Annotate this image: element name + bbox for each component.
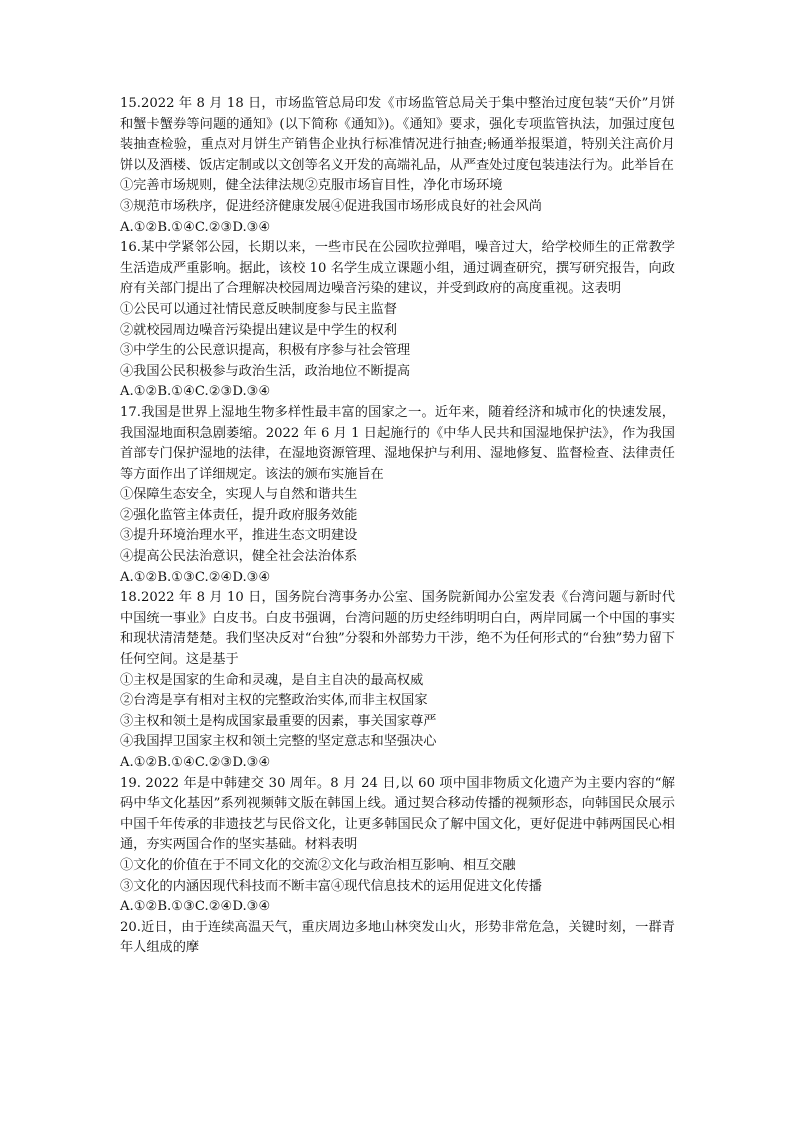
- answer-choices: A.①②B.①④C.②③D.③④: [120, 384, 271, 400]
- option-line: ③提升环境治理水平，推进生态文明建设: [120, 528, 358, 544]
- option-line: ①文化的价值在于不同文化的交流②文化与政治相互影响、相互交融: [120, 857, 516, 873]
- option-line: ①主权是国家的生命和灵魂，是自主自决的最高权威: [120, 672, 424, 688]
- option-line: ③主权和领土是构成国家最重要的因素，事关国家尊严: [120, 713, 437, 729]
- question-17: [120, 403, 675, 588]
- answer-choices: A.①②B.①④C.②③D.③④: [120, 755, 271, 770]
- option-line: ④我国公民积极参与政治生活，政治地位不断提高: [120, 363, 411, 379]
- answer-choices: A.①②B.①③C.②④D.③④: [120, 569, 271, 585]
- question-stem: 16.某中学紧邻公园，长期以来，一些市民在公园吹拉弹唱，噪音过大，给学校师生的正常教学生活造成严重影响。据此，该校 10 名学生成立课题小组，通过调查研究，撰写研究报告，向政府有关部门提出了合理解决校园周边噪音污染的建议，并受到政府的高度重视。这表明: [120, 240, 675, 297]
- question-stem: 20.近日，由于连续高温天气，重庆周边多地山林突发山火，形势非常危急，关键时刻，一群青年人组成的摩: [120, 919, 675, 956]
- question-16: [120, 238, 675, 403]
- option-line: ④提高公民法治意识，健全社会法治体系: [120, 549, 358, 565]
- option-line: ②台湾是享有相对主权的完整政治实体,而非主权国家: [120, 693, 428, 709]
- question-stem: 19. 2022 年是中韩建交 30 周年。8 月 24 日,以 60 项中国非物质文化遗产为主要内容的“解码中华文化基因”系列视频韩文版在韩国上线。通过契合移动传播的视频形态，向韩国民众展示中国千年传承的非遗技艺与民俗文化，让更多韩国民众了解中国文化，更好促进中韩两国民心相通，夯实两国合作的坚实基础。材料表明: [120, 775, 675, 853]
- option-line: ②就校园周边噪音污染提出建议是中学生的权利: [120, 322, 397, 338]
- question-stem: 18.2022 年 8 月 10 日，国务院台湾事务办公室、国务院新闻办公室发表《台湾问题与新时代中国统一事业》白皮书。白皮书强调，台湾问题的历史经纬明明白白，两岸同属一个中国的事实和现状清清楚楚。我们坚决反对“台独”分裂和外部势力干涉，绝不为任何形式的“台独”势力留下任何空间。这是基于: [120, 590, 675, 668]
- option-line: ④我国捍卫国家主权和领土完整的坚定意志和坚强决心: [120, 734, 437, 750]
- option-line: ②强化监管主体责任，提升政府服务效能: [120, 507, 358, 523]
- question-18: [120, 588, 675, 773]
- question-19: [120, 774, 675, 918]
- option-line: ③文化的内涵因现代科技而不断丰富④现代信息技术的运用促进文化传播: [120, 878, 542, 894]
- answer-choices: A.①②B.①④C.②③D.③④: [120, 219, 271, 235]
- question-stem: 17.我国是世界上湿地生物多样性最丰富的国家之一。近年来，随着经济和城市化的快速发展，我国湿地面积急剧萎缩。2022 年 6 月 1 日起施行的《中华人民共和国湿地保护法》，作为我国首部专门保护湿地的法律，在湿地资源管理、湿地保护与利用、湿地修复、监督检查、法律责任等方面作出了详细规定。该法的颁布实施旨在: [120, 404, 675, 482]
- option-line: ③中学生的公民意识提高，积极有序参与社会管理: [120, 343, 411, 359]
- question-stem: 15.2022 年 8 月 18 日，市场监管总局印发《市场监管总局关于集中整治过度包装“天价”月饼和蟹卡蟹券等问题的通知》(以下简称《通知》)。《通知》要求，强化专项监管执法，加强过度包装抽查检验，重点对月饼生产销售企业执行标准情况进行抽查;畅通举报渠道，特别关注高价月饼以及酒楼、饭店定制或以文创等名义开发的高端礼品，从严查处过度包装违法行为。此举旨在: [120, 96, 675, 173]
- question-20: [120, 918, 675, 959]
- option-line: ①保障生态安全，实现人与自然和谐共生: [120, 487, 358, 503]
- option-line: ③规范市场秩序，促进经济健康发展④促进我国市场形成良好的社会风尚: [120, 198, 542, 214]
- question-list: [120, 94, 675, 959]
- option-line: ①完善市场规则，健全法律法规②克服市场盲目性，净化市场环境: [120, 178, 503, 194]
- answer-choices: A.①②B.①③C.②④D.③④: [120, 899, 271, 915]
- option-line: ①公民可以通过社情民意反映制度参与民主监督: [120, 301, 397, 317]
- question-15: [120, 94, 675, 238]
